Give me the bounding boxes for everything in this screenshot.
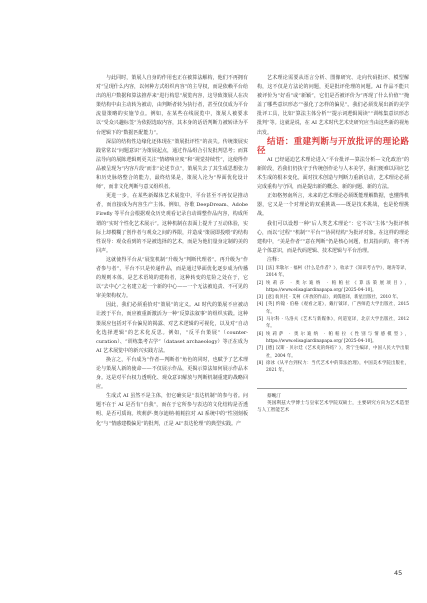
body-paragraph: 换言之，平台成为“作者—判断者”角色的同时，也赋予了艺术理论与策展人新的使命——不仅展示作品，更揭示算法如何展示作品本身。这是对平台权力透明化、观众意识解放与判断机制重建的战略回应。 — [96, 356, 248, 391]
page-number: 45 — [394, 569, 403, 577]
body-paragraph: 正如格努南所言，未来的艺术理论必须既能理解数据，也懂得机器，它又是一个对理论的双重挑战——既是技术挑战，也是伦理挑战。 — [257, 193, 409, 218]
note-number: [5] — [257, 317, 264, 323]
body-paragraph: 生成式 AI 虽然不是主体，但它确实是“表达机制”的参与者。问题不在于 AI 是否有“自我”，而在于它所参与表达的文化结构是否透明、是否可质询。埃莉萨·奥尔迪纳·帕帕拉对 AI 系统中的“性别刻板化”与“情感建模偏见”的批判，正是 AI“表达伦理”的典型实践。产 — [96, 393, 248, 427]
note-text: 埃莉莎 · 奥尔迪纳 · 帕帕拉《算法策展项目》，https://www.elisagiardinapapa.org/ [2025-04-10]。 — [266, 280, 409, 293]
note-text: 徐冰《从平台到权力：当代艺术中的算法治理》，中国美术学院出版社，2021 年。 — [266, 360, 409, 374]
body-paragraph: AI 已经逼迫艺术理论进入“平台批评—算法分析—文化政治”的新阶段，若我们仍执守于传统创作论与人本美学，我们便难以回应艺术生成的根本变化。面对技术创造与判断力重新启动，艺术理论必须完成重构与守回，而是提出新的概念、新的问题、新的方法。 — [257, 156, 409, 191]
note-text: [英] 约翰 · 伯格《观看之道》，戴行钺译，广西师范大学出版社，2015 年。 — [266, 302, 409, 315]
left-column — [96, 74, 248, 429]
note-text: [法] 米歇尔 · 福柯《什么是作者？》，收录于《知识考古学》，谢涛等译，2014 年。 — [266, 265, 409, 279]
note-item — [257, 301, 409, 316]
note-text: 马尔科 · 马洛夫《艺术与新媒体》，何道宽译，北京大学出版社，2012 年。 — [266, 317, 409, 330]
note-number: [3] — [257, 295, 264, 301]
author-bio: 英国利兹大学博士与皇家艺术学院双硕士，主要研究方向为艺术造型与人工智能艺术 — [257, 401, 409, 414]
section-heading: 结语：重建判断与开放批评的理论路径 — [257, 136, 409, 156]
note-number: [8] — [257, 360, 264, 366]
note-number: [6] — [257, 331, 264, 337]
note-item — [257, 360, 409, 375]
body-paragraph: 艺术理论需要从语言分析、图像研究、走向代码批评、模型解构，这不仅是方法论的问题，更是批评伦理的问题。AI 作品不能只被评价为“好看”或“新颖”，它们是否被评价为“再现了什么价值”“掩盖了哪些意识形态”“强化了怎样的偏见”。我们必须发展出新的美学批评工具，比如“算法主体分析”“提示词逻辑阅读”“训练集意识形态批判”等。这就是说，在 AI 艺术时代艺术史研究应当由这些新的视角出发。 — [257, 75, 409, 136]
note-item — [257, 331, 409, 346]
note-number: [4] — [257, 302, 264, 308]
body-paragraph: 我们可以设想一种“后人类艺术理论”：它不以“主体”为批评核心，而以“过程”“机制”“平台”“协同结构”为批评对象。在这样的理论建构中，“美是作者”“意在判断”仍是核心问题，但其指向的，将不再是个体意识，而是代码逻辑、技术逻辑与平台治理。 — [257, 220, 409, 254]
note-number: [1] — [257, 265, 264, 271]
notes-list — [257, 265, 409, 374]
body-paragraph: 这就使得平台从“展览机制”升级为“判断代理者”。再升级为“作者参与者”，平台不只是传递作品，而是通过界面优化逐步成为传播的规则本体，是艺术语境的建构者，这种转变的危险之处在于，它以“去中心”之名建立起一个新的中心——一个无法被追责、不可见的审美架构权力。 — [96, 256, 248, 300]
note-number: [7] — [257, 346, 264, 352]
author-divider — [257, 388, 407, 389]
right-column — [257, 74, 409, 414]
note-item — [257, 316, 409, 331]
body-paragraph: 深层的结构性边缘化还体现在“策展批评性”的丧失。传统策展实践常常以“问题意识”为策展起点，通过作品组合引发批判思考；而算法导向的展陈逻辑则更关注“情绪响应度”和“视觉持续性”，这使得作品被呈现为“内容片段”而非“论述节点”，策展失去了其生成思想张力和历史脉络整合的能力，最终结果是，策展人沦为“界面优化设计师”，而非文化判断与意义组织者。 — [96, 138, 248, 191]
note-item — [257, 265, 409, 280]
note-text: [德] 汉斯 · 贝尔廷《艺术史的终结？》，常宁生编译，中国人民大学出版社，2004 年。 — [266, 346, 409, 359]
notes-title: 注释： — [267, 256, 283, 263]
note-item — [257, 345, 409, 360]
note-text: 埃莉萨 · 奥尔迪纳 · 帕帕拉《性别与情感模型》，https://www.elisagiardinapapa.org/ [2025-04-10]。 — [266, 331, 409, 344]
author-name: 蔡畹汀 — [267, 394, 281, 400]
note-item — [257, 280, 409, 295]
note-text: [意] 翁贝托 · 艾柯《开放的作品》，刘儒庭译，新星出版社，2010 年。 — [266, 295, 401, 301]
body-paragraph: 与此同时，策展人自身的作用也正在被算法解构，他们不再拥有对“呈现什么内容，以何种方式组织内容”的主导权，而是依赖平台给出的用户数据和算法推荐来“进行构思”展览内容，这导致策展人在决策结构中由主动转为被动，由判断者转为执行者，甚至仅仅成为平台流量策略的实施节点。例如，在某些在线展览中，策展人被要求以“受众兴趣标签”为依据选取内容，其本身的话语判断力被转译为平台逻辑下的“数据匹配能力”。 — [96, 75, 248, 136]
note-number: [2] — [257, 280, 264, 286]
note-item — [257, 294, 409, 301]
body-paragraph: 更进一步，在某些新媒体艺术展览中，平台甚至不再仅是推动者，而直接成为内容生产主体。例如，谷歌 DeepDream、Adobe Firefly 等平台会根据观众历史观看记录自动调整作品内容，构成所谓的“实时个性化艺术展示”。这种机制在表面上提升了互动体验，实际上却模糊了创作者与观众之间的界限，并造成“策展即投喂”的结构性误导：观众看到的不是被选择的艺术，而是为他们量身定制的美的回声。 — [96, 193, 248, 254]
body-paragraph: 因此，我们必须重拾对“策展”的定义。AI 时代的策展不应被动让渡于平台，而应被重新激活为一种“反算法叙事”的组织实践。这种策展应包括对平台偏见的揭露、对艺术逻辑的可视化，以及对“自动化选择逻辑”的艺术化反思。例如，“反平台策展”（counter-curation）、“训练集考古学”（dataset archaeology）等正在成为 AI 艺术展览中的新兴实践方法。 — [96, 302, 248, 354]
